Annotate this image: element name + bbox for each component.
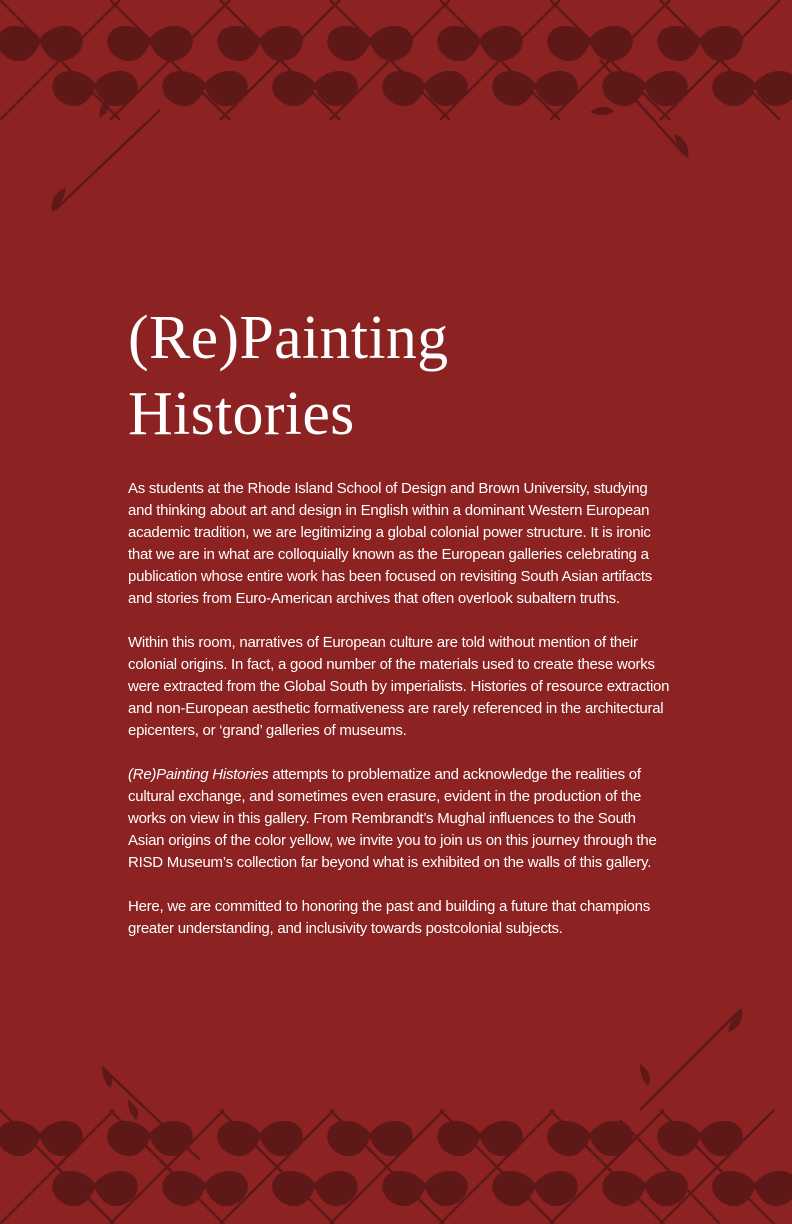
bottom-floral-pattern: [0, 1000, 792, 1224]
paragraph-3: [128, 764, 673, 874]
article: [128, 300, 673, 962]
paragraph-2: Within this room, narratives of European culture are told without mention of their colonial origins. In fact, a good number of the materials used to create these works were extracted from the Global South by imperialists. Histories of resource extraction and non-European aesthetic formativeness are rarely referenced in the architectural epicenters, or ‘grand’ galleries of museums.: [128, 634, 670, 739]
page-title: (Re)Painting Histories: [128, 304, 449, 448]
italic-title-reference: (Re)Painting Histories: [128, 766, 269, 783]
paragraph-1: As students at the Rhode Island School of Design and Brown University, studying and thinking about art and design in English within a dominant Western European academic tradition, we are legitimizing a global colonial power structure. It is ironic that we are in what are colloquially known as the European galleries celebrating a publication whose entire work has been focused on revisiting South Asian artifacts and stories from Euro-American archives that often overlook subaltern truths.: [128, 480, 652, 607]
paragraph-3-text: attempts to problematize and acknowledge the realities of cultural exchange, and sometimes even erasure, evident in the production of the works on view in this gallery. From Rembrandt’s Mughal influences to the South Asian origins of the color yellow, we invite you to join us on this journey through the RISD Museum’s collection far beyond what is exhibited on the walls of this gallery.: [128, 766, 657, 871]
paragraph-4: Here, we are committed to honoring the past and building a future that champions greater understanding, and inclusivity towards postcolonial subjects.: [128, 898, 650, 937]
top-floral-pattern: [0, 0, 792, 220]
